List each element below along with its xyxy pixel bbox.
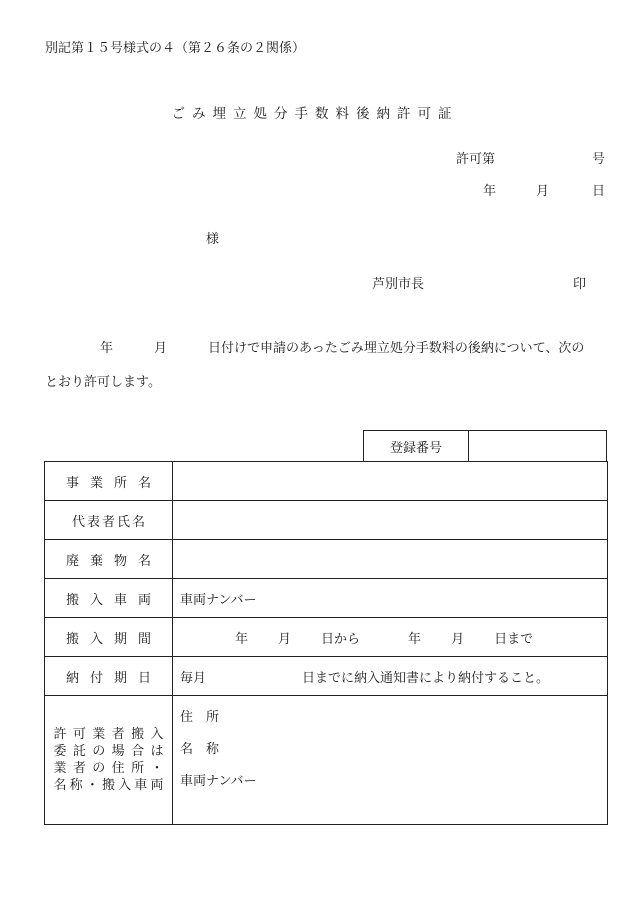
period-value [173, 618, 608, 657]
document-title: ごみ埋立処分手数料後納許可証 [171, 106, 459, 122]
label-text: 納 付 期 日 [65, 670, 151, 686]
registration-label: 登録番号 [364, 431, 469, 461]
body-text-rest: 日付けで申請のあったごみ埋立処分手数料の後納について、次の [208, 341, 585, 356]
vehicle-label [45, 579, 173, 618]
period-until: 日まで [494, 631, 534, 647]
representative-label [45, 501, 173, 540]
period-month-2: 月 [451, 631, 465, 647]
office-name-value [173, 462, 608, 501]
table-row-office [45, 462, 608, 501]
issuer-name: 芦別市長 [372, 277, 425, 292]
table-row-period [45, 618, 608, 657]
body-line-1 [0, 342, 630, 356]
issue-date-month: 月 [536, 184, 550, 199]
period-month-1: 月 [278, 631, 292, 647]
issue-date-day: 日 [592, 184, 606, 199]
body-line-2: とおり許可します。 [45, 375, 161, 390]
consign-name-label: 名 称 [180, 742, 220, 757]
period-label [45, 618, 173, 657]
vehicle-value: 車両ナンバー [173, 579, 608, 618]
body-month: 月 [154, 341, 168, 356]
label-text: 事 業 所 名 [65, 475, 151, 491]
label-text: 搬 入 車 両 [65, 592, 151, 608]
due-label [45, 657, 173, 696]
permit-table [44, 461, 608, 825]
consign-value [173, 696, 608, 825]
permit-number-label: 許可第 [456, 152, 496, 167]
table-row-waste [45, 540, 608, 579]
consign-label-line: 業 者 の 住 所 ・ [53, 761, 164, 776]
consign-address-label: 住 所 [180, 710, 220, 725]
table-row-representative [45, 501, 608, 540]
consign-label-line: 委 託 の 場 合 は [53, 744, 164, 759]
registration-value [469, 431, 606, 461]
representative-value [173, 501, 608, 540]
due-rest: 日までに納入通知書により納付すること。 [302, 670, 550, 686]
form-label: 別記第１５号様式の４（第２６条の２関係） [45, 41, 306, 56]
issue-date-year: 年 [483, 184, 497, 199]
table-row-vehicle [45, 579, 608, 618]
consign-label [45, 696, 173, 825]
table-row-due [45, 657, 608, 696]
registration-box [363, 430, 607, 461]
consign-label-line: 許 可 業 者 搬 入 [53, 727, 164, 742]
waste-name-label [45, 540, 173, 579]
office-name-label [45, 462, 173, 501]
period-year-1: 年 [235, 631, 249, 647]
addressee-suffix: 様 [206, 232, 220, 247]
permit-number-unit: 号 [592, 152, 606, 167]
period-from: 日から [321, 631, 361, 647]
waste-name-value [173, 540, 608, 579]
consign-label-line: 名 称 ・ 搬 入 車 両 [53, 778, 164, 793]
body-year: 年 [100, 341, 114, 356]
due-prefix: 毎月 [180, 670, 207, 686]
label-text: 代 表 者 氏 名 [71, 514, 145, 530]
due-value [173, 657, 608, 696]
seal-mark: 印 [573, 277, 587, 292]
label-text: 搬 入 期 間 [65, 631, 151, 647]
consign-vehicle-label: 車両ナンバー [180, 774, 257, 789]
label-text: 廃 棄 物 名 [65, 553, 151, 569]
table-row-consign [45, 696, 608, 825]
period-year-2: 年 [408, 631, 422, 647]
